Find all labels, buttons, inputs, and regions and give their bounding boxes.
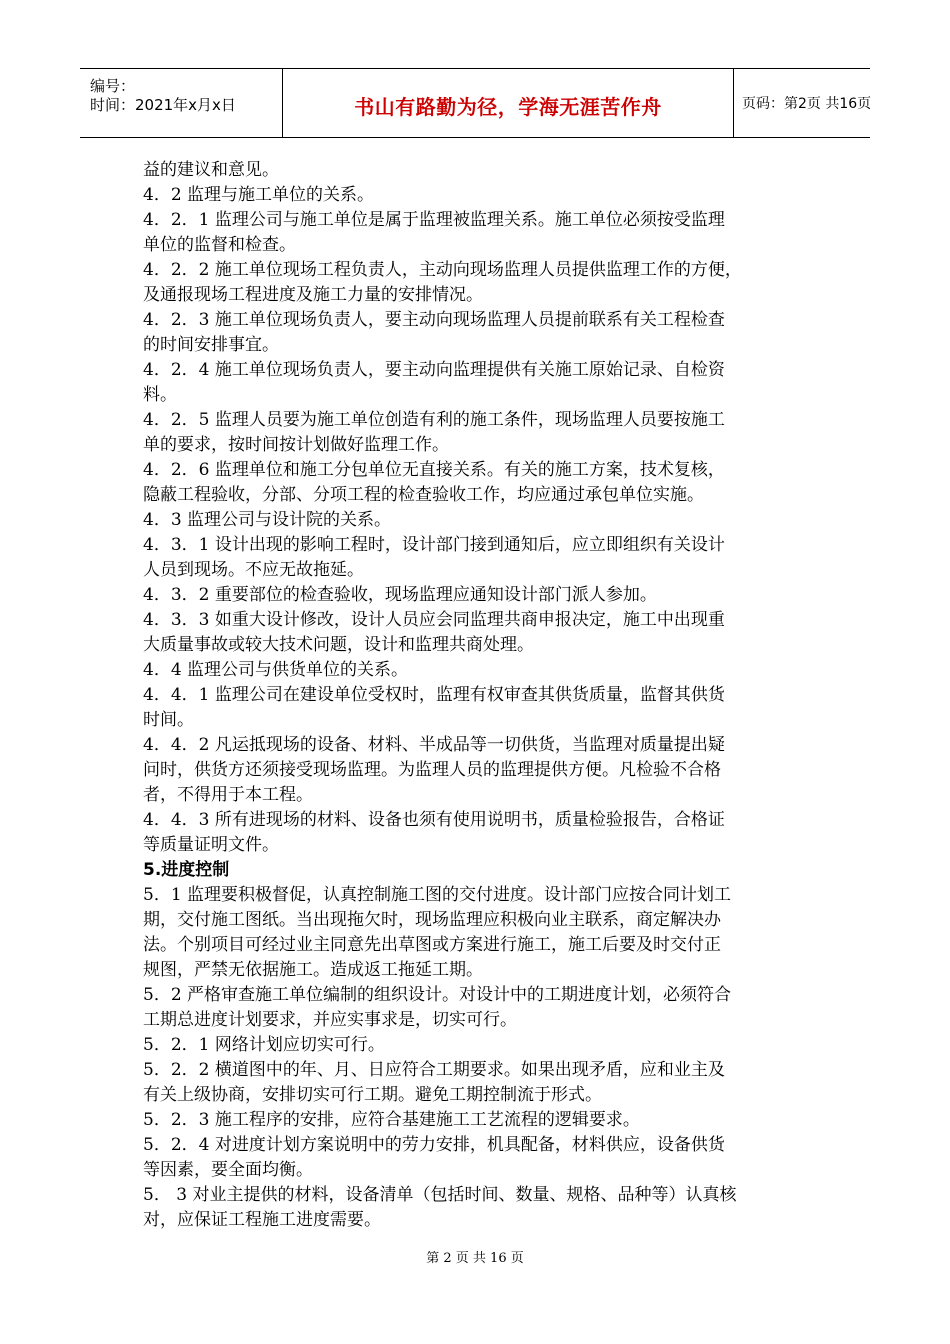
text-line: 单的要求，按时间按计划做好监理工作。: [143, 435, 449, 455]
text-line: 4．4．1 监理公司在建设单位受权时，监理有权审查其供货质量，监督其供货: [143, 685, 725, 705]
document-number-label: 编号：: [90, 77, 136, 95]
text-line: 单位的监督和检查。: [143, 235, 296, 255]
text-line: 4．4．2 凡运抵现场的设备、材料、半成品等一切供货，当监理对质量提出疑: [143, 735, 725, 755]
header-motto: 书山有路勤为径，学海无涯苦作舟: [354, 95, 662, 119]
text-line: 5．2．3 施工程序的安排，应符合基建施工工艺流程的逻辑要求。: [143, 1110, 640, 1130]
text-line: 4．3．2 重要部位的检查验收，现场监理应通知设计部门派人参加。: [143, 585, 657, 605]
text-line: 及通报现场工程进度及施工力量的安排情况。: [143, 285, 483, 305]
text-line: 4．2．5 监理人员要为施工单位创造有利的施工条件，现场监理人员要按施工: [143, 410, 725, 430]
text-line: 的时间安排事宜。: [143, 335, 279, 355]
text-line: 5．2．4 对进度计划方案说明中的劳力安排，机具配备，材料供应，设备供货: [143, 1135, 725, 1155]
text-line: 隐蔽工程验收，分部、分项工程的检查验收工作，均应通过承包单位实施。: [143, 485, 704, 505]
text-line: 4．2．3 施工单位现场负责人，要主动向现场监理人员提前联系有关工程检查: [143, 310, 725, 330]
text-line: 人员到现场。不应无故拖延。: [143, 560, 364, 580]
text-line: 有关上级协商，安排切实可行工期。避免工期控制流于形式。: [143, 1085, 602, 1105]
header-table: [80, 68, 870, 138]
text-line: 4．3 监理公司与设计院的关系。: [143, 510, 392, 530]
header-page-cell: [734, 69, 870, 137]
text-line: 4．2．1 监理公司与施工单位是属于监理被监理关系。施工单位必须按受监理: [143, 210, 725, 230]
text-line: 料。: [143, 385, 177, 405]
header-motto-cell: [282, 69, 734, 137]
text-line: 4．2 监理与施工单位的关系。: [143, 185, 375, 205]
document-date: 时间：2021年x月x日: [90, 96, 236, 114]
text-line: 时间。: [143, 710, 194, 730]
text-line: 4．2．4 施工单位现场负责人，要主动向监理提供有关施工原始记录、自检资: [143, 360, 725, 380]
text-line: 4．3．1 设计出现的影响工程时，设计部门接到通知后，应立即组织有关设计: [143, 535, 725, 555]
text-line: 5．2．1 网络计划应切实可行。: [143, 1035, 385, 1055]
header-page-info: 页码：第2页 共16页: [742, 96, 872, 112]
text-line: 规图，严禁无依据施工。造成返工拖延工期。: [143, 960, 483, 980]
text-line: 4．2．2 施工单位现场工程负责人，主动向现场监理人员提供监理工作的方便，: [143, 260, 742, 280]
text-line: 者，不得用于本工程。: [143, 785, 313, 805]
text-line: 4．3．3 如重大设计修改，设计人员应会同监理共商申报决定，施工中出现重: [143, 610, 725, 630]
text-line: 期，交付施工图纸。当出现拖欠时，现场监理应积极向业主联系，商定解决办: [143, 910, 721, 930]
text-line: 大质量事故或较大技术问题，设计和监理共商处理。: [143, 635, 534, 655]
text-line: 对，应保证工程施工进度需要。: [143, 1210, 381, 1230]
text-line: 4．4．3 所有进现场的材料、设备也须有使用说明书，质量检验报告，合格证: [143, 810, 725, 830]
text-line: 4．2．6 监理单位和施工分包单位无直接关系。有关的施工方案，技术复核，: [143, 460, 725, 480]
text-line: 问时，供货方还须接受现场监理。为监理人员的监理提供方便。凡检验不合格: [143, 760, 721, 780]
document-body: [143, 158, 813, 1233]
text-line: 4．4 监理公司与供货单位的关系。: [143, 660, 409, 680]
header-meta-cell: [80, 69, 280, 137]
text-line: 5．2 严格审查施工单位编制的组织设计。对设计中的工期进度计划，必须符合: [143, 985, 732, 1005]
text-line: 工期总进度计划要求，并应实事求是，切实可行。: [143, 1010, 517, 1030]
page-footer: 第 2 页 共 16 页: [426, 1251, 524, 1266]
text-line: 等质量证明文件。: [143, 835, 279, 855]
text-line: 5．1 监理要积极督促，认真控制施工图的交付进度。设计部门应按合同计划工: [143, 885, 732, 905]
text-line: 益的建议和意见。: [143, 160, 279, 180]
text-line: 法。个别项目可经过业主同意先出草图或方案进行施工，施工后要及时交付正: [143, 935, 721, 955]
text-line: 等因素，要全面均衡。: [143, 1160, 313, 1180]
section-heading: 5.进度控制: [143, 860, 230, 880]
text-line: 5．2．2 横道图中的年、月、日应符合工期要求。如果出现矛盾，应和业主及: [143, 1060, 725, 1080]
text-line: 5． 3 对业主提供的材料，设备清单（包括时间、数量、规格、品种等）认真核: [143, 1185, 737, 1205]
